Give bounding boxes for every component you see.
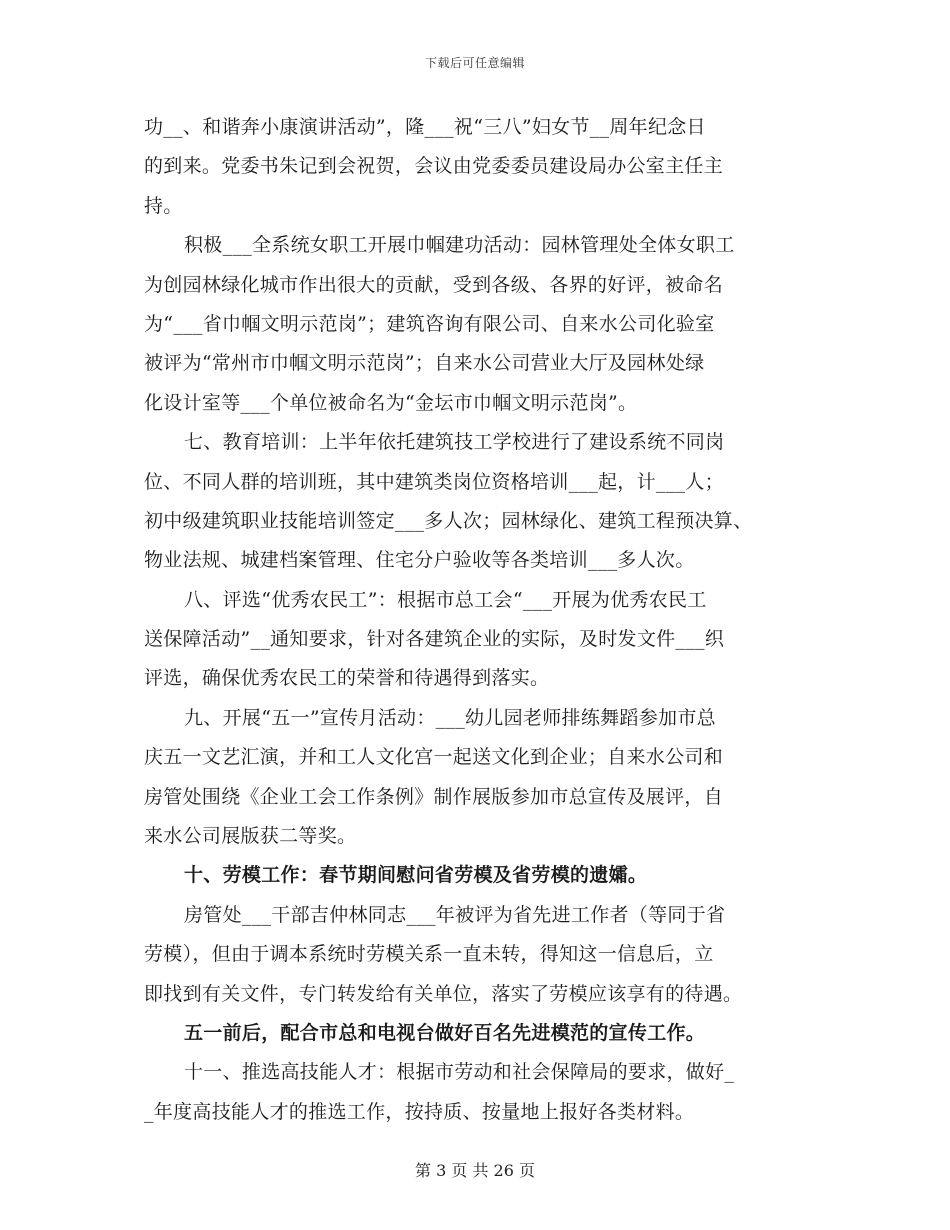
document-body [144,108,824,1132]
text-line: 来水公司展版获二等奖。 [144,825,357,848]
text-line: 物业法规、城建档案管理、住宅分户验收等各类培训___多人次。 [144,549,695,572]
text-line: 评选，确保优秀农民工的荣誉和待遇得到落实。 [144,667,550,690]
text-line: 功__、和谐奔小康演讲活动”，隆___祝“三八”妇女节__周年纪念日 [144,116,706,138]
text-line: 即找到有关文件，专门转发给有关单位，落实了劳模应该享有的待遇。 [144,982,743,1005]
page-header: 下载后可任意编辑 [424,56,525,70]
text-line: 化设计室等___个单位被命名为“金坛市巾帼文明示范岗”。 [144,391,638,414]
text-line: 十一、推选高技能人才：根据市劳动和社会保障局的要求，做好_ [184,1061,735,1084]
text-line: 房管处围绕《企业工会工作条例》制作展版参加市总宣传及展评，自 [144,785,724,808]
text-line: 送保障活动”__通知要求，针对各建筑企业的实际，及时发文件___织 [144,628,725,651]
text-line: 九、开展“五一”宣传月活动：___幼儿园老师排练舞蹈参加市总 [184,706,716,729]
bold-text-line: 十、劳模工作：春节期间慰问省劳模及省劳模的遗孀。 [184,864,648,887]
text-line: 初中级建筑职业技能培训签定___多人次；园林绿化、建筑工程预决算、 [144,509,753,532]
page-footer: 第 3 页 共 26 页 [415,1161,535,1180]
text-line: 被评为“常州市巾帼文明示范岗”；自来水公司营业大厅及园林处绿 [144,352,705,375]
text-line: 的到来。党委书朱记到会祝贺，会议由党委委员建设局办公室主任主 [144,155,724,178]
text-line: 劳模），但由于调本系统时劳模关系一直未转，得知这一信息后，立 [144,943,714,966]
text-line: 积极___全系统女职工开展巾帼建功活动：园林管理处全体女职工 [184,234,735,257]
text-line: 持。 [144,194,183,217]
text-line: 为“___省巾帼文明示范岗”；建筑咨询有限公司、自来水公司化验室 [144,312,715,335]
text-line: _年度高技能人才的推选工作，按持质、按量地上报好各类材料。 [144,1100,695,1123]
text-line: 为创园林绿化城市作出很大的贡献，受到各级、各界的好评，被命名 [144,273,724,296]
bold-text-line: 五一前后，配合市总和电视台做好百名先进模范的宣传工作。 [184,1021,706,1044]
text-line: 八、评选“优秀农民工”：根据市总工会“___开展为优秀农民工 [184,588,707,611]
text-line: 七、教育培训：上半年依托建筑技工学校进行了建设系统不同岗 [184,431,725,454]
text-line: 庆五一文艺汇演，并和工人文化宫一起送文化到企业；自来水公司和 [144,746,724,769]
text-line: 位、不同人群的培训班，其中建筑类岗位资格培训___起，计___人； [144,470,724,493]
text-line: 房管处___干部吉仲林同志___年被评为省先进工作者（等同于省 [184,903,726,926]
